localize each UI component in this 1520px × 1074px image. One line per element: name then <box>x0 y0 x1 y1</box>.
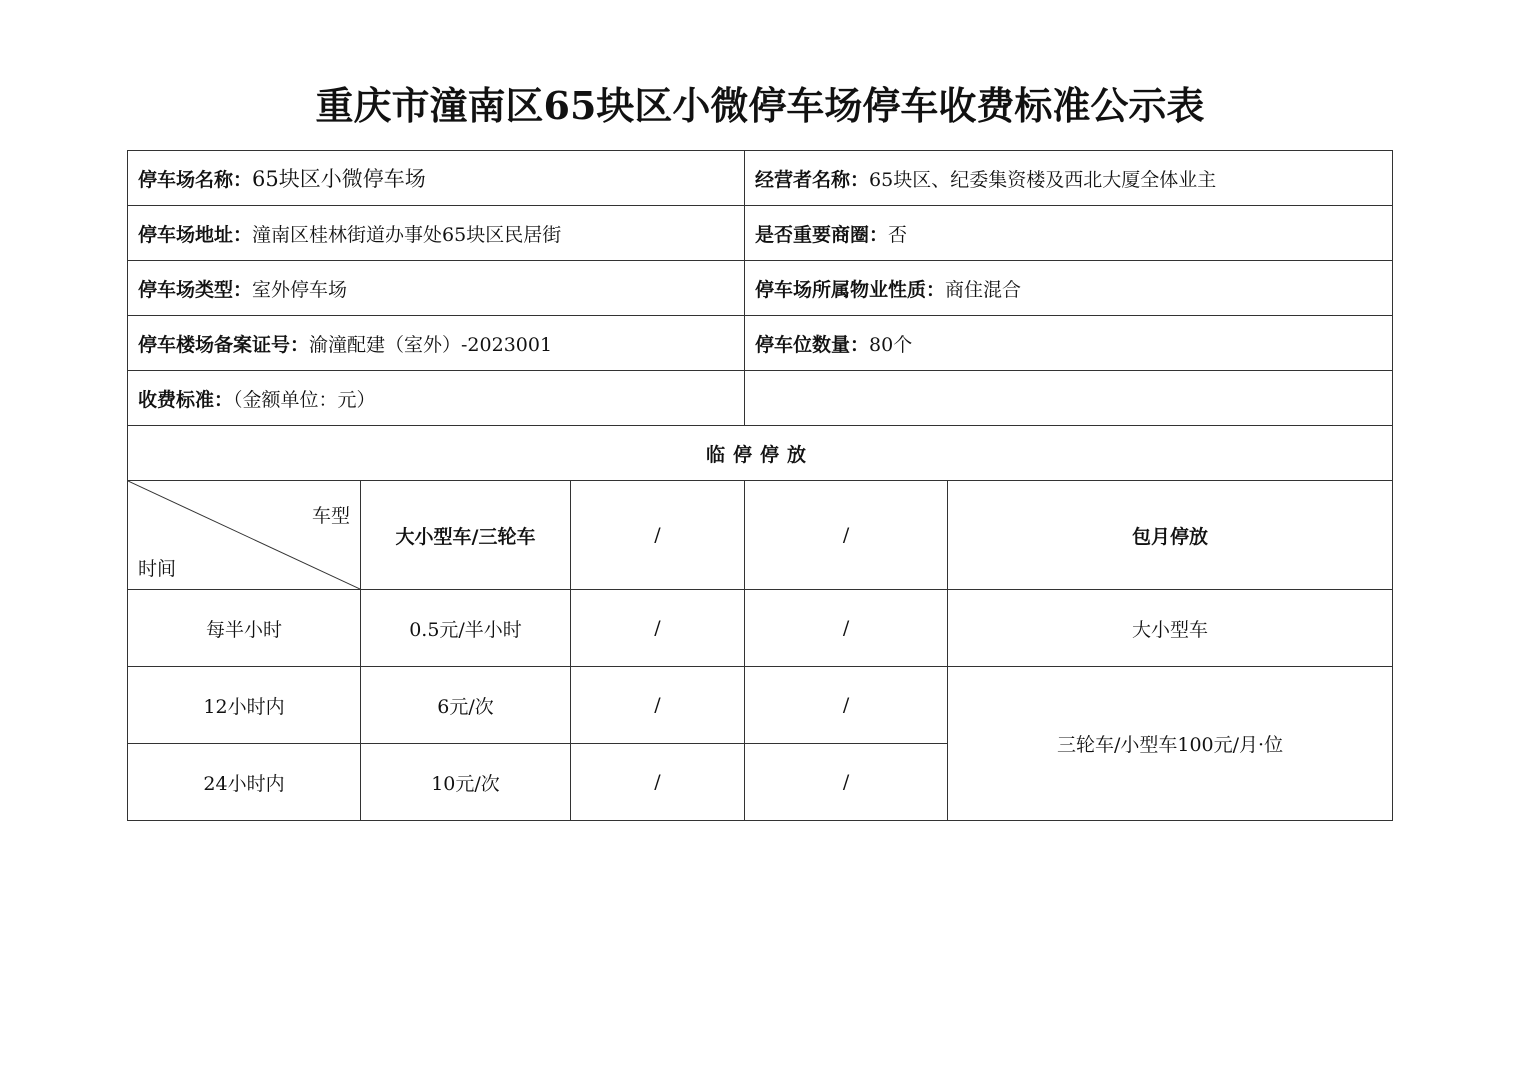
info-row-record <box>128 316 1393 371</box>
spaces-label: 停车位数量： <box>755 333 870 356</box>
parking-name-cell <box>128 151 745 206</box>
type-value: 室外停车场 <box>252 278 348 301</box>
row-col-2: / <box>571 590 745 667</box>
info-row-name <box>128 151 1393 206</box>
spaces-value: 80个 <box>869 333 913 356</box>
monthly-vehicle: 大小型车 <box>948 590 1393 667</box>
operator-label: 经营者名称： <box>755 168 870 191</box>
row-col-3: / <box>745 667 948 744</box>
row-col-3: / <box>745 590 948 667</box>
business-circle-label: 是否重要商圈： <box>755 223 889 246</box>
row-fee: 0.5元/半小时 <box>361 590 571 667</box>
parking-name-label: 停车场名称： <box>138 169 253 191</box>
operator-value: 65块区、纪委集资楼及西北大厦全体业主 <box>869 168 1217 191</box>
header-monthly: 包月停放 <box>948 481 1393 590</box>
header-col-2: / <box>571 481 745 590</box>
row-time: 12小时内 <box>128 667 361 744</box>
header-col-3: / <box>745 481 948 590</box>
page-title: 重庆市潼南区65块区小微停车场停车收费标准公示表 <box>315 83 1205 128</box>
fee-standard-table <box>127 150 1393 821</box>
business-circle-value: 否 <box>888 223 908 246</box>
row-time: 24小时内 <box>128 744 361 821</box>
parking-name-value: 65块区小微停车场 <box>252 167 426 191</box>
row-time: 每半小时 <box>128 590 361 667</box>
info-row-address <box>128 206 1393 261</box>
info-row-type <box>128 261 1393 316</box>
type-cell <box>128 261 745 316</box>
spaces-cell <box>745 316 1393 371</box>
vehicle-type-label: 车型 <box>311 505 350 527</box>
row-col-3: / <box>745 744 948 821</box>
row-fee: 10元/次 <box>361 744 571 821</box>
property-cell <box>745 261 1393 316</box>
fee-standard-value: （金额单位：元） <box>233 388 376 411</box>
fee-standard-cell <box>128 371 745 426</box>
record-no-label: 停车楼场备案证号： <box>138 333 310 356</box>
fee-standard-label: 收费标准： <box>138 388 234 411</box>
property-value: 商住混合 <box>945 278 1022 301</box>
address-label: 停车场地址： <box>138 223 253 246</box>
time-label: 时间 <box>138 558 177 580</box>
info-row-fee-standard <box>128 371 1393 426</box>
record-no-cell <box>128 316 745 371</box>
table-row <box>128 667 1393 744</box>
row-col-2: / <box>571 744 745 821</box>
property-label: 停车场所属物业性质： <box>755 278 946 301</box>
empty-cell <box>745 371 1393 426</box>
monthly-price: 三轮车/小型车100元/月·位 <box>948 667 1393 821</box>
section-row <box>128 426 1393 481</box>
section-title: 临停停放 <box>128 426 1393 481</box>
diagonal-header-cell <box>128 481 361 590</box>
business-circle-cell <box>745 206 1393 261</box>
table-row <box>128 590 1393 667</box>
header-row <box>128 481 1393 590</box>
type-label: 停车场类型： <box>138 278 253 301</box>
address-cell <box>128 206 745 261</box>
row-fee: 6元/次 <box>361 667 571 744</box>
header-col-vehicle: 大小型车/三轮车 <box>361 481 571 590</box>
operator-cell <box>745 151 1393 206</box>
record-no-value: 渝潼配建（室外）-2023001 <box>309 333 553 356</box>
row-col-2: / <box>571 667 745 744</box>
address-value: 潼南区桂林街道办事处65块区民居街 <box>252 223 562 246</box>
